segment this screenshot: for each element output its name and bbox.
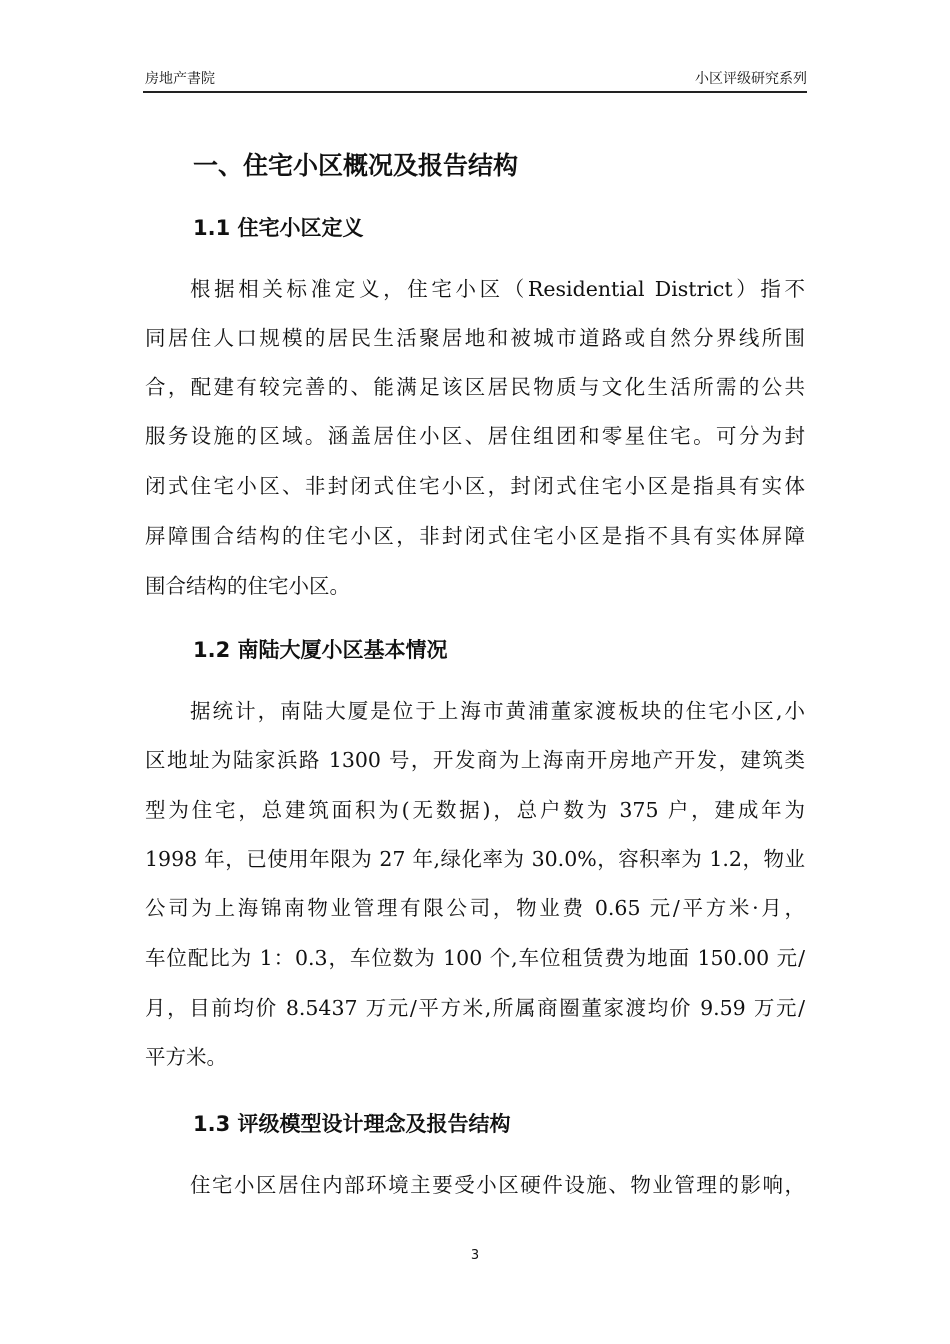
text-line: 服务设施的区域。涵盖居住小区、居住组团和零星住宅。可分为封 (145, 424, 805, 448)
text-line: 同居住人口规模的居民生活聚居地和被城市道路或自然分界线所围 (145, 326, 805, 350)
text-line: 根据相关标准定义，住宅小区（Residential District）指不 (190, 277, 805, 301)
header-divider (143, 91, 807, 93)
text-line: 型为住宅，总建筑面积为(无数据)，总户数为 375 户，建成年为 (145, 798, 805, 822)
section-heading-1-2: 1.2 南陆大厦小区基本情况 (193, 638, 448, 662)
text-line: 车位配比为 1：0.3，车位数为 100 个,车位租赁费为地面 150.00 元/ (145, 946, 805, 970)
text-line: 平方米。 (145, 1045, 227, 1069)
text-line: 住宅小区居住内部环境主要受小区硬件设施、物业管理的影响， (190, 1173, 805, 1197)
header-right: 小区评级研究系列 (695, 71, 807, 87)
text-line: 月，目前均价 8.5437 万元/平方米,所属商圈董家渡均价 9.59 万元/ (145, 996, 805, 1020)
chapter-title: 一、住宅小区概况及报告结构 (193, 151, 519, 180)
section-heading-1-1: 1.1 住宅小区定义 (193, 216, 364, 240)
header-left: 房地产書院 (145, 71, 215, 87)
text-line: 据统计，南陆大厦是位于上海市黄浦董家渡板块的住宅小区,小 (190, 699, 805, 723)
text-line: 围合结构的住宅小区。 (145, 574, 350, 598)
text-line: 区地址为陆家浜路 1300 号，开发商为上海南开房地产开发，建筑类 (145, 748, 805, 772)
text-line: 1998 年，已使用年限为 27 年,绿化率为 30.0%，容积率为 1.2，物业 (145, 847, 805, 871)
section-heading-1-3: 1.3 评级模型设计理念及报告结构 (193, 1112, 511, 1136)
page-number: 3 (470, 1248, 480, 1263)
text-line: 公司为上海锦南物业管理有限公司，物业费 0.65 元/平方米·月， (145, 896, 805, 920)
text-line: 闭式住宅小区、非封闭式住宅小区，封闭式住宅小区是指具有实体 (145, 474, 805, 498)
text-line: 屏障围合结构的住宅小区，非封闭式住宅小区是指不具有实体屏障 (145, 524, 805, 548)
text-line: 合，配建有较完善的、能满足该区居民物质与文化生活所需的公共 (145, 375, 805, 399)
